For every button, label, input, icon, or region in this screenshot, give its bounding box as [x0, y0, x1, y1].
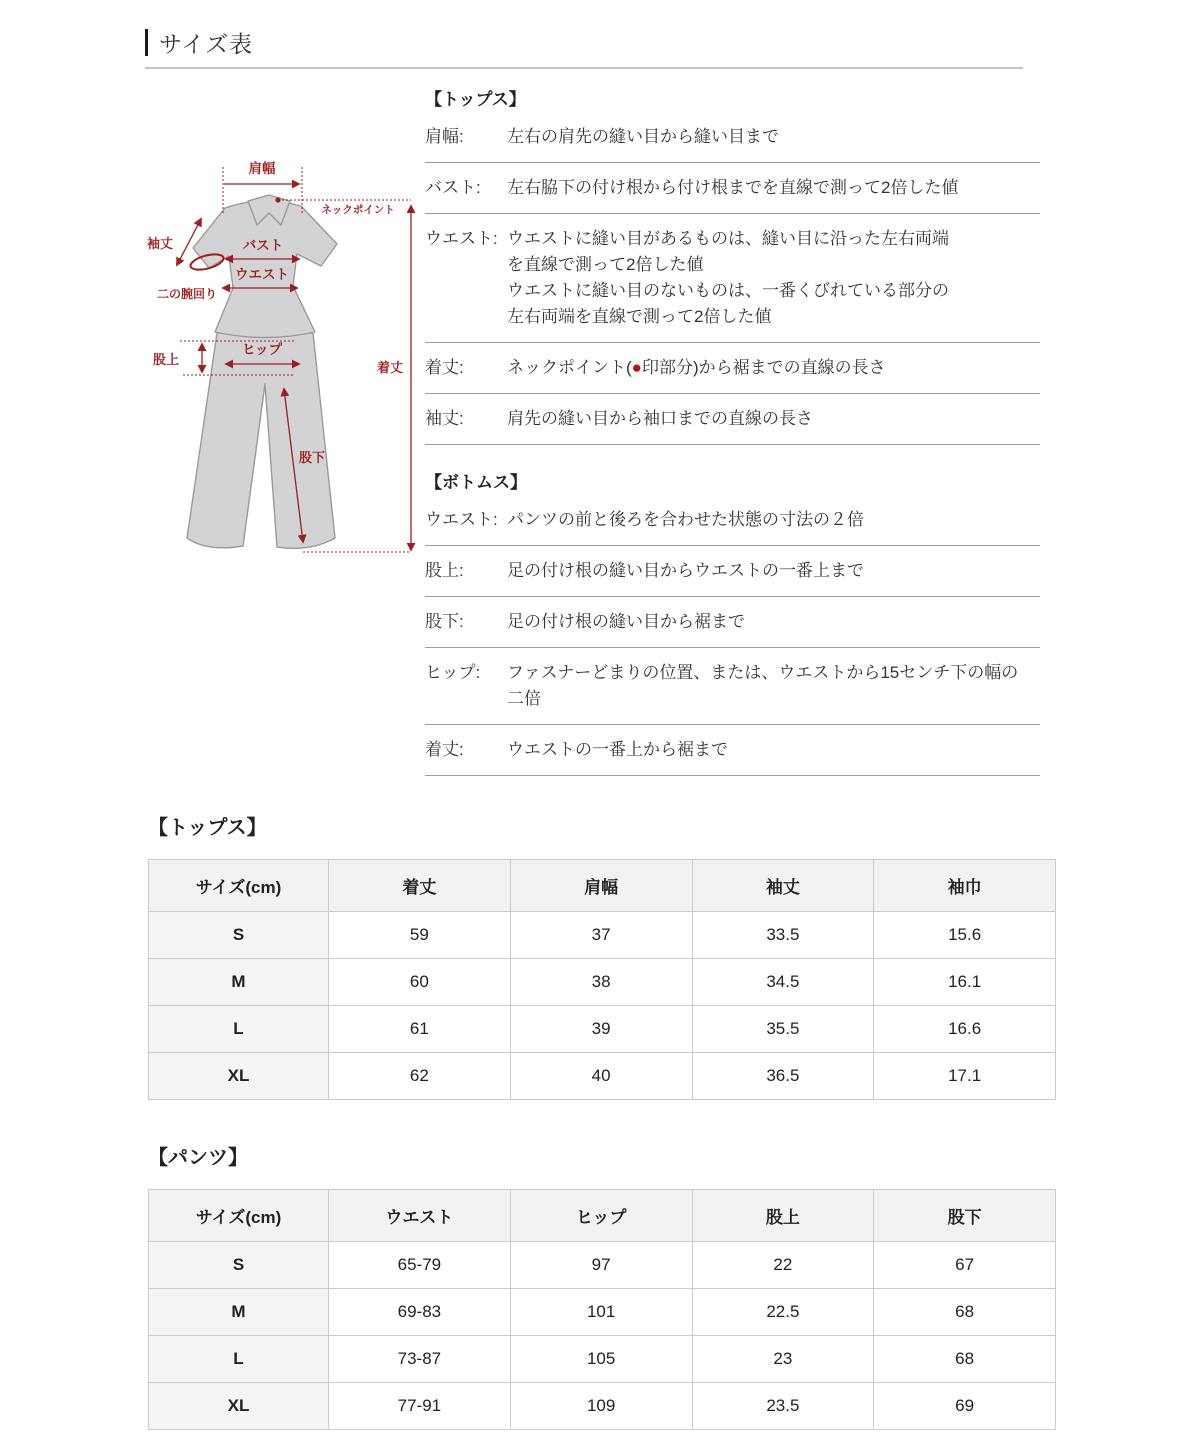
neck-point-dot — [275, 197, 280, 202]
table-cell: 61 — [329, 1006, 511, 1053]
tops-definitions-heading: 【トップス】 — [425, 90, 526, 109]
tops-size-table-section — [148, 816, 1056, 1100]
neck-point-dot-glyph: ● — [631, 358, 642, 377]
definition-desc: パンツの前と後ろを合わせた状態の寸法の２倍 — [507, 510, 864, 529]
definition-desc: 左右脇下の付け根から付け根までを直線で測って2倍した値 — [507, 178, 959, 197]
definition-desc-suffix: 印部分)から裾までの直線の長さ — [641, 358, 886, 377]
definition-row-hip — [425, 648, 1040, 725]
column-header: 股上 — [692, 1190, 874, 1242]
size-label: M — [149, 1289, 329, 1336]
pants-table-title: 【パンツ】 — [148, 1147, 248, 1169]
table-cell: 33.5 — [692, 912, 874, 959]
definition-desc-line: を直線で測って2倍した値 — [507, 255, 704, 274]
garment-diagram-svg — [145, 140, 425, 570]
definition-term: ウエスト: — [425, 229, 498, 248]
table-cell: 34.5 — [692, 959, 874, 1006]
table-cell: 59 — [329, 912, 511, 959]
table-cell: 68 — [874, 1289, 1056, 1336]
definition-row-inseam — [425, 597, 1040, 648]
table-row — [149, 1006, 1056, 1053]
definition-desc-prefix: ネックポイント( — [507, 358, 632, 377]
page-title — [145, 26, 253, 59]
measurement-definitions — [425, 88, 1040, 776]
definition-desc-line: ウエストに縫い目があるものは、縫い目に沿った左右両端 — [507, 229, 949, 248]
table-cell: 37 — [510, 912, 692, 959]
table-row — [149, 959, 1056, 1006]
table-cell: 68 — [874, 1336, 1056, 1383]
diagram-label-rise: 股上 — [152, 352, 180, 367]
table-cell: 67 — [874, 1242, 1056, 1289]
definition-desc: 足の付け根の縫い目からウエストの一番上まで — [507, 561, 864, 580]
table-cell: 97 — [510, 1242, 692, 1289]
table-row — [149, 1336, 1056, 1383]
column-header: 袖巾 — [874, 860, 1056, 912]
definition-desc-line: ウエストに縫い目のないものは、一番くびれている部分の — [507, 281, 949, 300]
size-label: M — [149, 959, 329, 1006]
table-row — [149, 1242, 1056, 1289]
definition-row-waist-top — [425, 214, 1040, 343]
table-cell: 40 — [510, 1053, 692, 1100]
table-cell: 109 — [510, 1383, 692, 1430]
garment-pants-shape — [187, 333, 335, 548]
diagram-label-waist: ウエスト — [235, 267, 289, 282]
column-header-size: サイズ(cm) — [149, 1190, 329, 1242]
measurement-diagram — [145, 140, 425, 570]
table-cell: 73-87 — [329, 1336, 511, 1383]
table-cell: 77-91 — [329, 1383, 511, 1430]
definition-term: バスト: — [425, 178, 481, 197]
table-row — [149, 912, 1056, 959]
pants-size-table — [148, 1189, 1056, 1430]
definition-row-shoulder — [425, 112, 1040, 163]
table-cell: 36.5 — [692, 1053, 874, 1100]
table-row — [149, 1289, 1056, 1336]
diagram-label-hip: ヒップ — [241, 342, 283, 357]
column-header: 肩幅 — [510, 860, 692, 912]
size-label: S — [149, 912, 329, 959]
column-header: 袖丈 — [692, 860, 874, 912]
diagram-label-sleeve-length: 袖丈 — [146, 236, 174, 251]
size-label: L — [149, 1006, 329, 1053]
table-cell: 38 — [510, 959, 692, 1006]
definition-term: 股上: — [425, 561, 464, 580]
pants-size-table-section — [148, 1146, 1056, 1430]
definition-row-waist-bottom — [425, 495, 1040, 546]
table-cell: 23.5 — [692, 1383, 874, 1430]
definition-row-bust — [425, 163, 1040, 214]
title-divider — [145, 67, 1023, 69]
table-cell: 16.1 — [874, 959, 1056, 1006]
column-header: ヒップ — [510, 1190, 692, 1242]
definition-desc — [507, 355, 1040, 381]
table-cell: 101 — [510, 1289, 692, 1336]
definition-row-rise — [425, 546, 1040, 597]
column-header: 着丈 — [329, 860, 511, 912]
table-cell: 105 — [510, 1336, 692, 1383]
table-cell: 15.6 — [874, 912, 1056, 959]
column-header: ウエスト — [329, 1190, 511, 1242]
table-row — [149, 1053, 1056, 1100]
diagram-label-upper-arm: 二の腕回り — [156, 287, 218, 301]
definition-term: 肩幅: — [425, 127, 464, 146]
definition-desc: 肩先の縫い目から袖口までの直線の長さ — [507, 409, 813, 428]
table-row — [149, 1383, 1056, 1430]
definition-term: ウエスト: — [425, 510, 498, 529]
definition-desc-line: 二倍 — [507, 689, 541, 708]
table-cell: 65-79 — [329, 1242, 511, 1289]
diagram-label-inseam: 股下 — [298, 450, 326, 465]
definition-row-length-top — [425, 343, 1040, 394]
size-label: L — [149, 1336, 329, 1383]
tops-table-title: 【トップス】 — [148, 817, 267, 839]
table-header-row — [149, 860, 1056, 912]
table-cell: 23 — [692, 1336, 874, 1383]
definition-term: 股下: — [425, 612, 464, 631]
diagram-label-bust: バスト — [242, 238, 284, 253]
definition-row-length-bottom — [425, 725, 1040, 776]
table-cell: 69 — [874, 1383, 1056, 1430]
definition-desc: 足の付け根の縫い目から裾まで — [507, 612, 745, 631]
diagram-label-shoulder-width: 肩幅 — [248, 161, 276, 176]
tops-size-table — [148, 859, 1056, 1100]
table-cell: 17.1 — [874, 1053, 1056, 1100]
definition-desc-line: 左右両端を直線で測って2倍した値 — [507, 307, 772, 326]
definition-term: ヒップ: — [425, 663, 481, 682]
column-header: 股下 — [874, 1190, 1056, 1242]
column-header-size: サイズ(cm) — [149, 860, 329, 912]
definition-desc-line: ファスナーどまりの位置、または、ウエストから15センチ下の幅の — [507, 663, 1019, 682]
definition-desc — [507, 660, 1040, 712]
size-label: S — [149, 1242, 329, 1289]
table-cell: 22.5 — [692, 1289, 874, 1336]
table-cell: 35.5 — [692, 1006, 874, 1053]
definition-term: 袖丈: — [425, 409, 464, 428]
table-cell: 60 — [329, 959, 511, 1006]
page-title-text: サイズ表 — [159, 31, 254, 57]
bottoms-definitions-heading: 【ボトムス】 — [425, 473, 527, 492]
definition-desc: 左右の肩先の縫い目から縫い目まで — [507, 127, 779, 146]
title-accent-bar — [145, 29, 148, 56]
definition-desc — [507, 226, 1040, 330]
table-cell: 22 — [692, 1242, 874, 1289]
definition-term: 着丈: — [425, 358, 464, 377]
diagram-label-length: 着丈 — [376, 360, 403, 375]
diagram-label-neck-point: ネックポイント — [321, 204, 395, 216]
definition-term: 着丈: — [425, 740, 464, 759]
table-cell: 62 — [329, 1053, 511, 1100]
table-cell: 69-83 — [329, 1289, 511, 1336]
definition-desc: ウエストの一番上から裾まで — [507, 740, 728, 759]
table-cell: 39 — [510, 1006, 692, 1053]
size-label: XL — [149, 1053, 329, 1100]
definition-row-sleeve — [425, 394, 1040, 445]
table-header-row — [149, 1190, 1056, 1242]
size-label: XL — [149, 1383, 329, 1430]
table-cell: 16.6 — [874, 1006, 1056, 1053]
